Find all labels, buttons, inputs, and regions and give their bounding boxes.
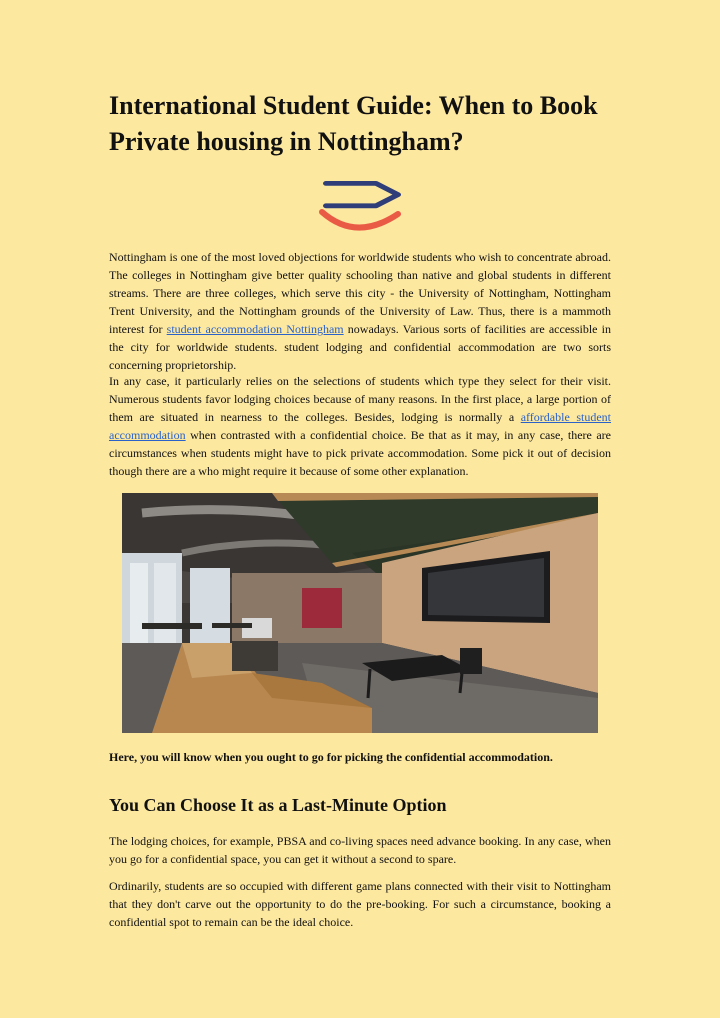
image-caption: Here, you will know when you ought to go for picking the confidential accommodation. — [109, 750, 553, 764]
second-paragraph — [109, 372, 611, 480]
double-chevron-logo-icon — [316, 180, 404, 236]
fourth-paragraph: Ordinarily, students are so occupied with different game plans connected with their visit to Nottingham that they don't carve out the opportunity to do the pre-booking. For such a circumstance, booking a confidential spot to remain can be the ideal choice. — [109, 879, 611, 929]
intro-paragraph — [109, 248, 611, 374]
second-text-2: when contrasted with a confidential choice. Be that as it may, in any case, there are circumstances when students might have to pick private accommodation. Some pick it out of decision though there are a who might require it because of some other explanation. — [109, 428, 611, 478]
second-text-1: In any case, it particularly relies on the selections of students which type they select for their visit. Numerous students favor lodging choices because of many reasons. In the first place, a large portion of them are situated in nearness to the colleges. Besides, lodging is normally a — [109, 374, 611, 424]
student-accommodation-nottingham-link[interactable]: student accommodation Nottingham — [166, 322, 344, 336]
affordable-student-accommodation-link[interactable]: affordable student accommodation — [109, 410, 611, 442]
section-heading-last-minute: You Can Choose It as a Last-Minute Option — [109, 795, 447, 815]
third-paragraph: The lodging choices, for example, PBSA and co-living spaces need advance booking. In any case, when you go for a confidential space, you can get it without a second to spare. — [109, 834, 611, 866]
intro-text-1: Nottingham is one of the most loved objections for worldwide students who wish to concentrate abroad. The colleges in Nottingham give better quality schooling than native and global students in different streams. There are three colleges, which serve this city - the University of Nottingham, Nottingham Trent University, and the Nottingham grounds of the University of Law. Thus, there is a mammoth interest for — [109, 250, 611, 336]
article-title: International Student Guide: When to Book Private housing in Nottingham? — [109, 91, 598, 156]
student-lounge-photo — [122, 493, 598, 733]
intro-text-2: nowadays. Various sorts of facilities are accessible in the city for worldwide students. student lodging and confidential accommodation are two sorts concerning proprietorship. — [109, 322, 611, 372]
